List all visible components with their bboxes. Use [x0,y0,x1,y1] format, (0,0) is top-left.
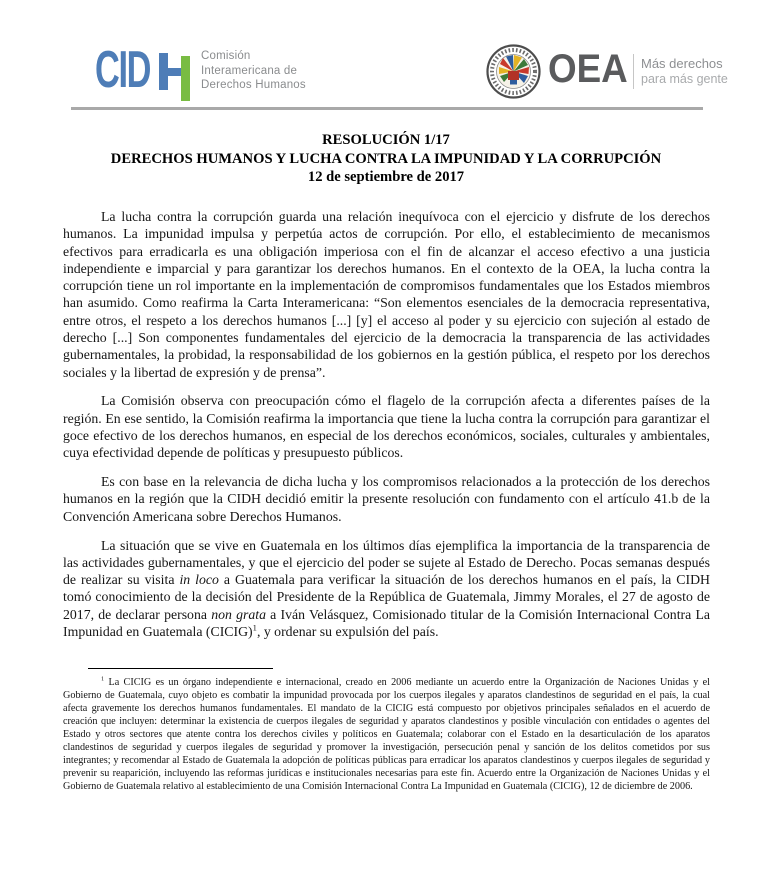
oea-logo-tagline [641,56,728,87]
cidh-name-line-3: Derechos Humanos [201,79,306,92]
paragraph-4 [63,537,710,641]
footnote-marker: 1 [101,675,105,683]
cidh-logo-name [201,49,306,93]
paragraph-2: La Comisión observa con preocupación cómo el flagelo de la corrupción afecta a diferentes países de la región. En ese sentido, la Comisión reafirma la importancia que tiene la lucha contra la corrupción para garantizar el goce efectivo de los derechos humanos, en especial de los derechos económicos, sociales, culturales y ambientales, cuya efectividad depende de políticas y presupuesto públicos. [63,393,710,461]
paragraph-4-text: a Iván Velásquez, Comisionado titular de la Comisión Internacional Contra La Impunidad en Guatemala (CICIG) [63,606,710,640]
oea-tagline-line-2: para más gente [641,72,728,86]
header-divider-rule [71,107,703,110]
cidh-name-line-1: Comisión [201,50,251,62]
cidh-logo-wordmark: CID [95,41,151,99]
paragraph-4-text: La situación que se vive en Guatemala en los últimos días ejemplifica la importancia de la transparencia de las actividades gubernamentales, y que el ejercicio del poder se sujete al Estado de Derecho. Pocas semanas después de realizar su visita [63,537,710,588]
paragraph-1: La lucha contra la corrupción guarda una relación inequívoca con el ejercicio y disfrute de los derechos humanos. La impunidad impulsa y perpetúa actos de corrupción. Por ello, el establecimiento de mecanismos efectivos para erradicarla es una obligación imperiosa con el fin de alcanzar el acceso efectivo a una justicia independiente e imparcial y para garantizar los derechos humanos. En el contexto de la OEA, la lucha contra la corrupción tiene un rol importante en la implementación de compromisos fundamentales que los Estados miembros han asumido. Como reafirma la Carta Interamericana: “Son elementos esenciales de la democracia representativa, entre otros, el respeto a los derechos humanos [...] [y] el acceso al poder y su ejercicio con sujeción al estado de derecho [...] Son componentes fundamentales del ejercicio de la democracia la transparencia de las actividades gubernamentales, la probidad, la responsabilidad de los gobiernos en la gestión pública, el respeto por los derechos sociales y la libertad de expresión y de prensa”. [63,209,710,380]
resolution-number: RESOLUCIÓN 1/17 [322,132,450,148]
title-block [0,131,772,187]
paragraph-3: Es con base en la relevancia de dicha lucha y los compromisos relacionados a la protección de los derechos humanos en la región que la CIDH decidió emitir la presente resolución con fundamento con el artículo 41.b de la Convención Americana sobre Derechos Humanos. [63,474,710,524]
oea-seal-icon [486,44,541,99]
paragraph-4-text: a Guatemala para verificar la situación de los derechos humanos en el país, la CIDH tomó conocimiento de la decisión del Presidente de la República de Guatemala, Jimmy Morales, el 27 de agosto de 2017, de declarar persona [63,572,711,622]
cidh-h-green-stem [181,56,190,101]
latin-phrase-in-loco: in loco [179,572,219,588]
oea-logo-wordmark: OEA [548,47,628,91]
document-body [63,208,710,793]
paragraph-4-text: , y ordenar su expulsión del país. [256,624,439,640]
footnote-1 [63,676,710,793]
footnote-text: La CICIG es un órgano independiente e internacional, creado en 2006 mediante un acuerdo entre la Organización de Naciones Unidas y el Gobierno de Guatemala, cuyo objeto es combatir la impunidad provocada por los cuerpos ilegales y aparatos clandestinos de seguridad en el país, la cual afecta gravemente los derechos humanos fundamentales. El mandato de la CICIG está compuesto por objetivos principales señalados en el acuerdo de creación que incluyen: determinar la existencia de cuerpos ilegales de seguridad y aparatos clandestinos y posible vinculación con entidades o agentes del Estado y otros sectores que atente contra los derechos civiles y políticos en Guatemala; colaborar con el Estado en la desarticulación de los aparatos clandestinos de seguridad y cuerpos ilegales de seguridad y promover la investigación, persecución penal y sanción de los delitos cometidos por sus integrantes; y recomendar al Estado de Guatemala la adopción de políticas públicas para erradicar los aparatos clandestinos y cuerpos ilegales de seguridad y prevenir su reaparición, incluyendo las reformas jurídicas e institucionales necesarias para este fin. Acuerdo entre la Organización de Naciones Unidas y el Gobierno de Guatemala relativo al establecimiento de una Comisión Internacional Contra La Impunidad en Guatemala (CICIG), 12 de diciembre de 2006. [63,677,710,793]
oea-logo-divider [633,54,634,89]
resolution-title: DERECHOS HUMANOS Y LUCHA CONTRA LA IMPUNIDAD Y LA CORRUPCIÓN [110,150,662,167]
footnote-separator [88,668,273,669]
cidh-h-crossbar [159,68,182,76]
cidh-logo-h-glyph [159,53,191,101]
cidh-name-line-2: Interamericana de [201,64,298,77]
latin-phrase-non-grata: non grata [211,606,266,622]
resolution-date: 12 de septiembre de 2017 [307,169,465,186]
oea-tagline-line-1: Más derechos [641,56,723,71]
footnote-reference-1: 1 [252,622,257,633]
